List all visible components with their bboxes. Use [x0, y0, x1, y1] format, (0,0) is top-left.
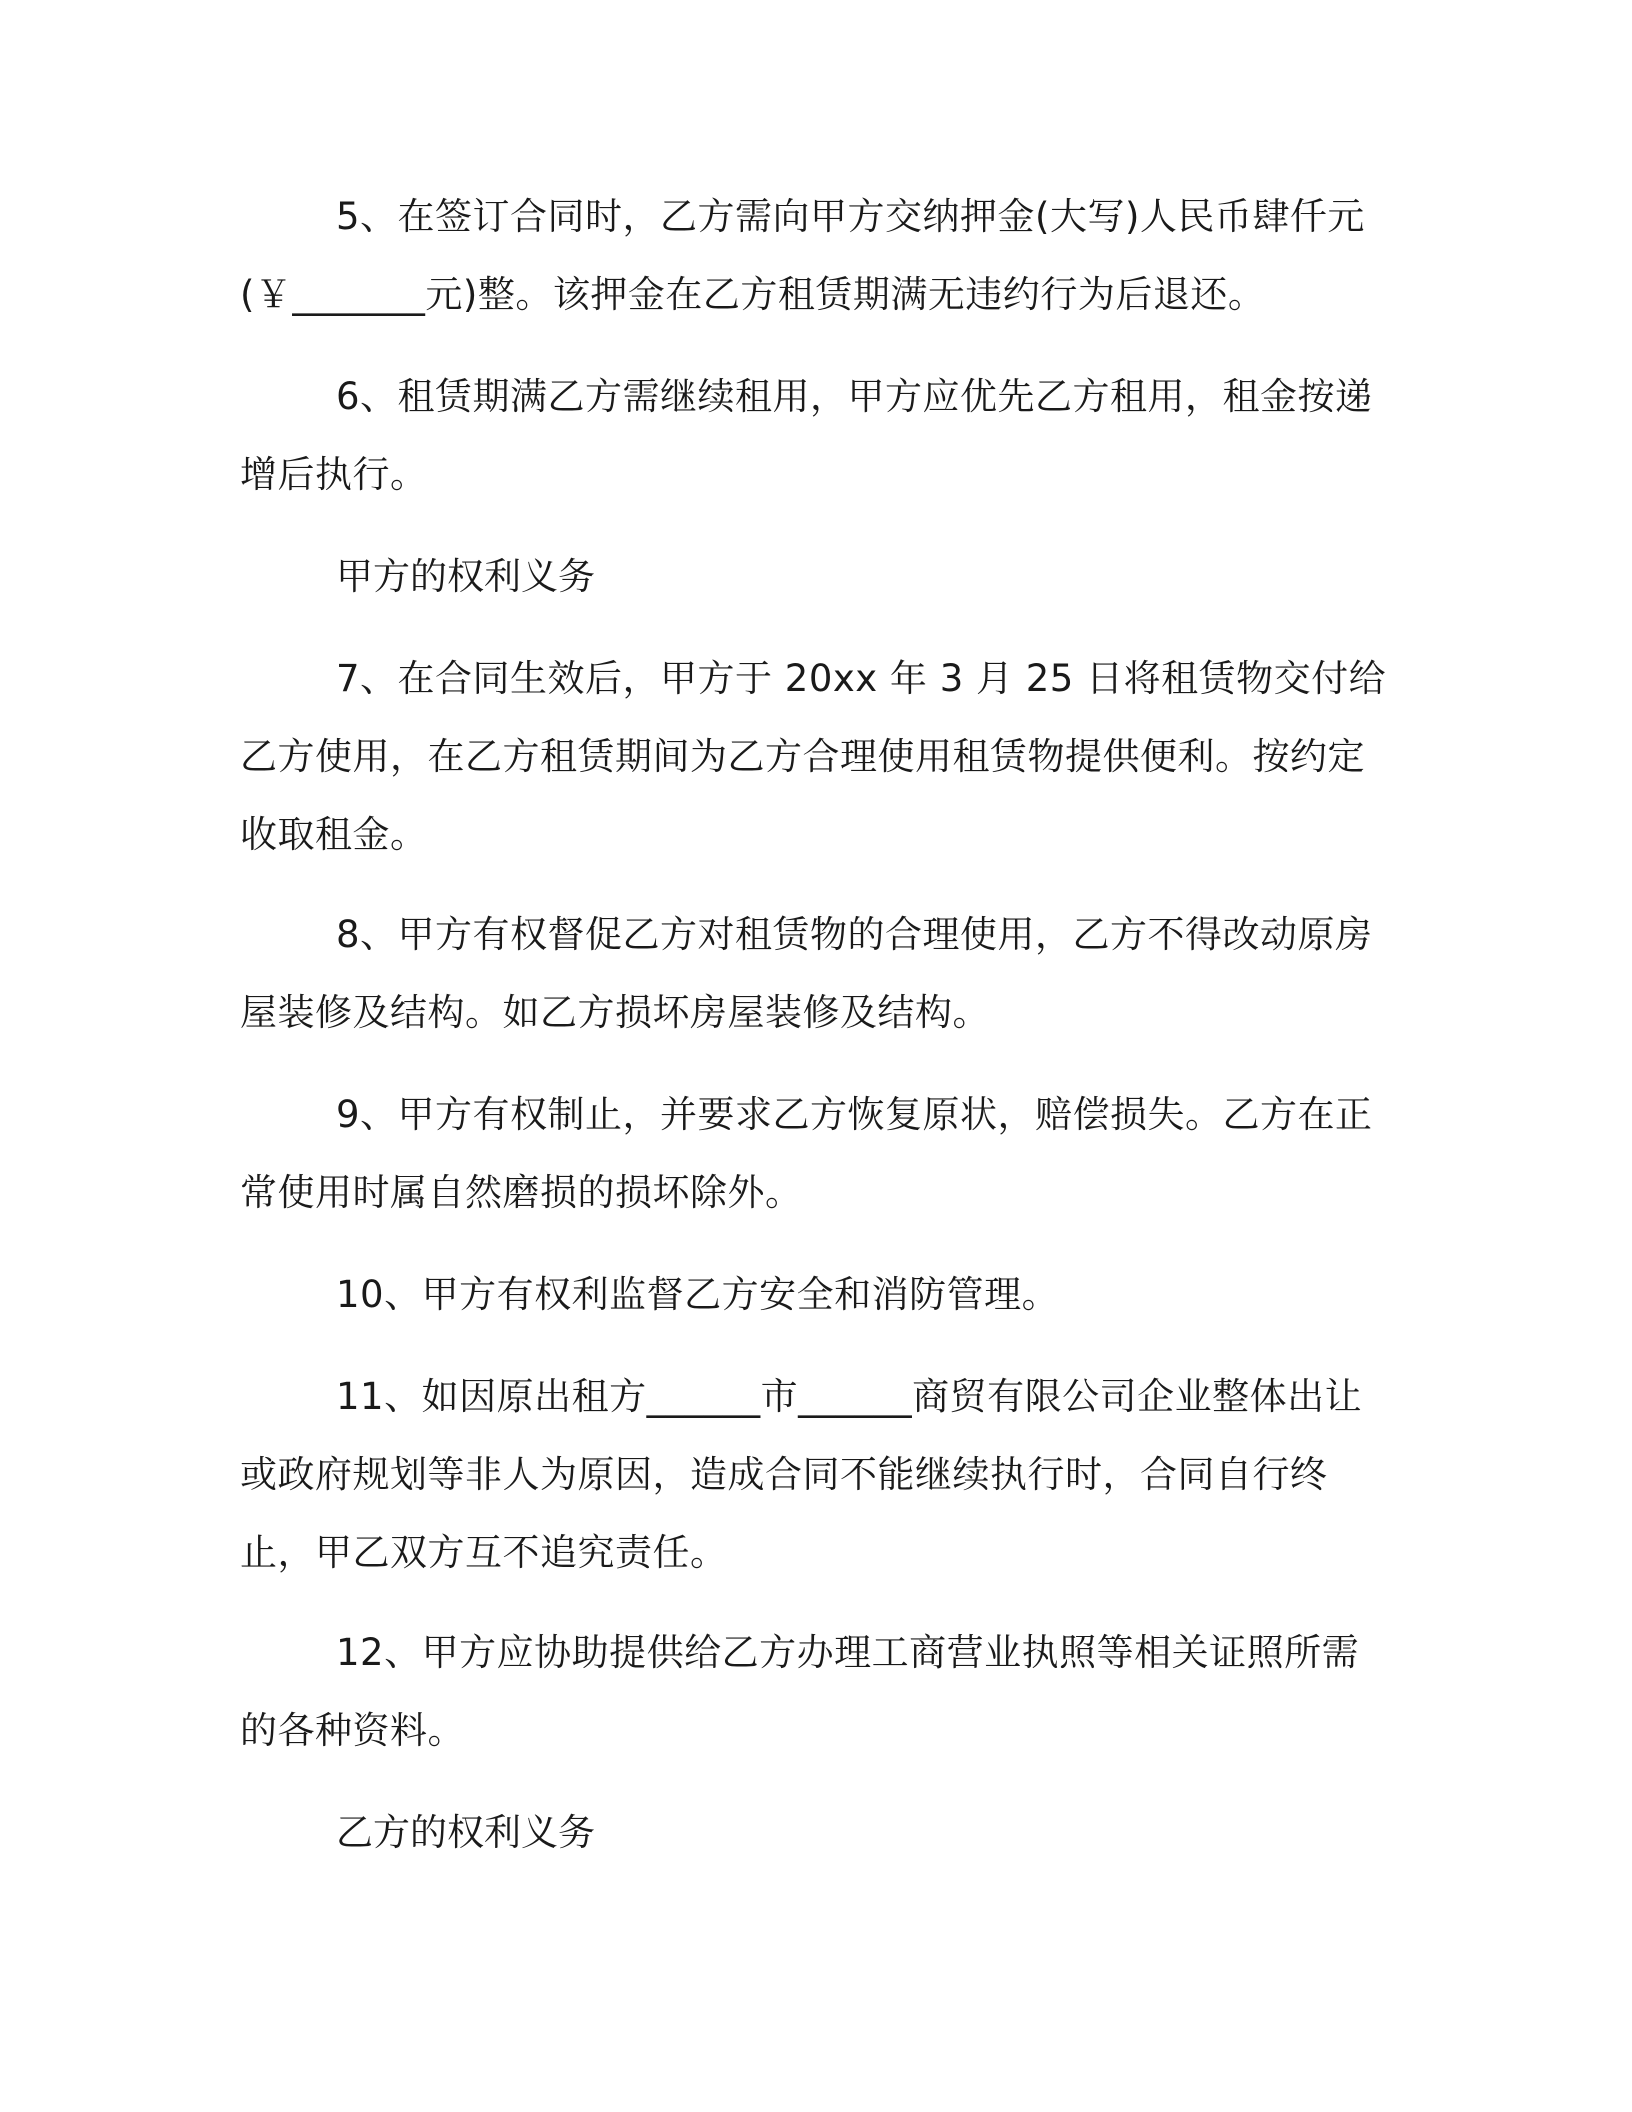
- paragraph-clause-5: 5、在签订合同时，乙方需向甲方交纳押金(大写)人民币肆仟元(￥_______元)整。该押金在乙方租赁期满无违约行为后退还。: [240, 195, 1365, 316]
- paragraph-clause-12: 12、甲方应协助提供给乙方办理工商营业执照等相关证照所需的各种资料。: [240, 1631, 1360, 1752]
- section-heading-party-b: 乙方的权利义务: [336, 1811, 595, 1854]
- paragraph-clause-6: 6、租赁期满乙方需继续租用，甲方应优先乙方租用，租金按递增后执行。: [240, 375, 1373, 496]
- paragraph-clause-8: 8、甲方有权督促乙方对租赁物的合理使用，乙方不得改动原房屋装修及结构。如乙方损坏房屋装修及结构。: [240, 913, 1373, 1034]
- paragraph-clause-11: 11、如因原出租方______市______商贸有限公司企业整体出让或政府规划等非人为原因，造成合同不能继续执行时，合同自行终止，甲乙双方互不追究责任。: [240, 1375, 1363, 1574]
- paragraph-clause-10: 10、甲方有权利监督乙方安全和消防管理。: [336, 1273, 1060, 1316]
- paragraph-clause-7: 7、在合同生效后，甲方于 20xx 年 3 月 25 日将租赁物交付给乙方使用，在乙方租赁期间为乙方合理使用租赁物提供便利。按约定收取租金。: [240, 657, 1387, 856]
- paragraph-clause-9: 9、甲方有权制止，并要求乙方恢复原状，赔偿损失。乙方在正常使用时属自然磨损的损坏除外。: [240, 1093, 1373, 1214]
- section-heading-party-a: 甲方的权利义务: [336, 555, 595, 598]
